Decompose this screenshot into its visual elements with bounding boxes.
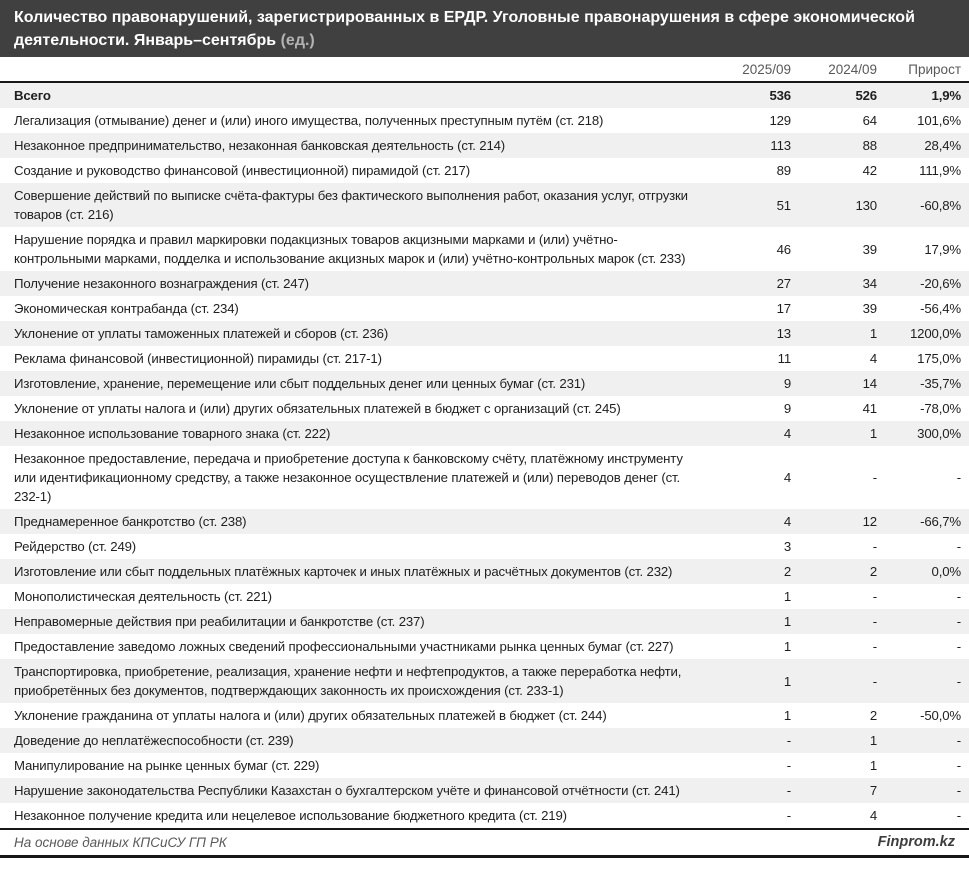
growth-value: -50,0% — [920, 708, 961, 723]
value-2024: 4 — [869, 351, 877, 366]
value-2025: - — [786, 758, 791, 773]
offense-name: Предоставление заведомо ложных сведений профессиональными участниками рынка ценных бумаг (ст. 227) — [14, 639, 674, 654]
table-row — [0, 421, 969, 446]
offense-name: Реклама финансовой (инвестиционной) пирамиды (ст. 217-1) — [14, 351, 382, 366]
growth-value: -35,7% — [920, 376, 961, 391]
table-row — [0, 559, 969, 584]
offense-name: Монополистическая деятельность (ст. 221) — [14, 589, 272, 604]
growth-value: 300,0% — [917, 426, 961, 441]
table-row — [0, 753, 969, 778]
offense-name: Изготовление или сбыт поддельных платёжных карточек и иных платёжных и расчётных документов (ст. 232) — [14, 564, 673, 579]
offense-name: Изготовление, хранение, перемещение или сбыт поддельных денег или ценных бумаг (ст. 231) — [14, 376, 586, 391]
growth-value: - — [956, 539, 961, 554]
value-2024: 1 — [869, 426, 877, 441]
value-2024: 1 — [869, 733, 877, 748]
growth-value: - — [956, 783, 961, 798]
value-2025: 1 — [783, 708, 791, 723]
table-row — [0, 803, 969, 828]
value-2024: 130 — [855, 197, 877, 213]
growth-value: -78,0% — [920, 401, 961, 416]
table-row — [0, 778, 969, 803]
value-2025: - — [786, 783, 791, 798]
value-2024: 4 — [869, 808, 877, 823]
growth-value: 111,9% — [919, 163, 961, 178]
table-row — [0, 634, 969, 659]
value-2024: - — [872, 639, 877, 654]
column-header-2025: 2025/09 — [742, 62, 791, 77]
offense-name: Совершение действий по выписке счёта-фактуры без фактического выполнения работ, оказания услуг, отгрузки товаров (ст. 216) — [14, 188, 688, 222]
table-row — [0, 446, 969, 509]
value-2025: 1 — [783, 614, 791, 629]
offense-column-header — [0, 57, 711, 82]
value-2025: 113 — [770, 138, 791, 153]
offense-name: Нарушение порядка и правил маркировки подакцизных товаров акцизными марками и (или) учётно-контрольными марками, подделка и использование акцизных марок и (или) учётно-контрольных марок (ст. 233) — [14, 232, 686, 266]
value-2025: 13 — [776, 326, 791, 341]
value-2024: 88 — [862, 138, 877, 153]
value-2024: - — [872, 539, 877, 554]
table-row — [0, 584, 969, 609]
table-row — [0, 346, 969, 371]
offense-name: Получение незаконного вознаграждения (ст. 247) — [14, 276, 309, 291]
growth-value: 101,6% — [917, 113, 961, 128]
value-2024: 12 — [862, 514, 877, 529]
growth-value: -60,8% — [920, 197, 961, 213]
table-row — [0, 509, 969, 534]
offense-name: Незаконное использование товарного знака (ст. 222) — [14, 426, 331, 441]
value-2025: 4 — [783, 470, 791, 485]
offense-name: Неправомерные действия при реабилитации и банкротстве (ст. 237) — [14, 614, 425, 629]
value-2024: 1 — [869, 758, 877, 773]
growth-value: 17,9% — [924, 241, 961, 257]
growth-value: - — [956, 589, 961, 604]
value-2024: - — [872, 673, 877, 689]
value-2025: 27 — [776, 276, 791, 291]
table-row — [0, 271, 969, 296]
value-2025: 2 — [783, 564, 791, 579]
table-row — [0, 703, 969, 728]
column-header-2024: 2024/09 — [828, 62, 877, 77]
table-row — [0, 82, 969, 108]
table-row — [0, 396, 969, 421]
growth-value: - — [956, 470, 961, 485]
value-2024: 39 — [862, 241, 877, 257]
value-2024: - — [872, 614, 877, 629]
value-2024: 39 — [862, 301, 877, 316]
data-source-note: На основе данных КПСиСУ ГП РК — [14, 834, 227, 850]
offense-name: Легализация (отмывание) денег и (или) иного имущества, полученных преступным путём (ст. 218) — [14, 113, 604, 128]
value-2024: 526 — [855, 88, 877, 103]
offense-name: Транспортировка, приобретение, реализация, хранение нефти и нефтепродуктов, а также переработка нефти, приобретённых без документов, подтверждающих законность их происхождения (ст. 233-1) — [14, 664, 682, 698]
offense-name: Всего — [14, 88, 51, 103]
growth-value: - — [956, 733, 961, 748]
column-header-growth: Прирост — [908, 62, 961, 77]
value-2025: 1 — [783, 673, 791, 689]
growth-value: - — [956, 614, 961, 629]
growth-value: - — [956, 808, 961, 823]
offense-table-body — [0, 82, 969, 828]
report-title-bar — [0, 0, 969, 57]
value-2025: 17 — [776, 301, 791, 316]
value-2024: 2 — [869, 564, 877, 579]
growth-value: 0,0% — [931, 564, 961, 579]
value-2025: 129 — [769, 113, 791, 128]
offense-name: Экономическая контрабанда (ст. 234) — [14, 301, 239, 316]
value-2025: 9 — [783, 401, 791, 416]
value-2025: 4 — [783, 426, 791, 441]
table-row — [0, 158, 969, 183]
report-title-units: (ед.) — [280, 32, 315, 49]
growth-value: -20,6% — [920, 276, 961, 291]
value-2025: - — [786, 808, 791, 823]
value-2024: 41 — [862, 401, 877, 416]
table-row — [0, 609, 969, 634]
value-2025: - — [786, 733, 791, 748]
value-2025: 1 — [783, 639, 791, 654]
value-2025: 46 — [776, 241, 791, 257]
growth-value: 175,0% — [917, 351, 961, 366]
growth-value: - — [956, 673, 961, 689]
offense-name: Уклонение гражданина от уплаты налога и (или) других обязательных платежей в бюджет (ст. 244) — [14, 708, 607, 723]
value-2024: 64 — [862, 113, 877, 128]
value-2025: 1 — [783, 589, 791, 604]
table-row — [0, 133, 969, 158]
table-row — [0, 321, 969, 346]
offense-name: Манипулирование на рынке ценных бумаг (ст. 229) — [14, 758, 320, 773]
table-row — [0, 183, 969, 227]
offense-name: Рейдерство (ст. 249) — [14, 539, 137, 554]
offense-name: Незаконное предпринимательство, незаконная банковская деятельность (ст. 214) — [14, 138, 506, 153]
footer-bar — [0, 828, 969, 858]
offense-name: Уклонение от уплаты налога и (или) других обязательных платежей в бюджет с организаций (ст. 245) — [14, 401, 621, 416]
offense-name: Нарушение законодательства Республики Казахстан о бухгалтерском учёте и финансовой отчётности (ст. 241) — [14, 783, 680, 798]
growth-value: 1,9% — [931, 88, 961, 103]
value-2025: 536 — [769, 88, 791, 103]
offense-name: Незаконное получение кредита или нецелевое использование бюджетного кредита (ст. 219) — [14, 808, 567, 823]
brand-logo: Finprom.kz — [877, 834, 955, 850]
value-2024: - — [872, 589, 877, 604]
offense-name: Преднамеренное банкротство (ст. 238) — [14, 514, 247, 529]
table-row — [0, 534, 969, 559]
offense-name: Незаконное предоставление, передача и приобретение доступа к банковскому счёту, платёжному инструменту или идентификационному средству, а также незаконное осуществление платежей и (или) переводов денег (ст. 232-1) — [14, 451, 683, 504]
offense-table — [0, 57, 969, 828]
table-row — [0, 227, 969, 271]
value-2024: - — [872, 470, 877, 485]
offense-name: Уклонение от уплаты таможенных платежей и сборов (ст. 236) — [14, 326, 389, 341]
growth-value: 1200,0% — [909, 326, 961, 341]
growth-value: - — [956, 758, 961, 773]
table-row — [0, 296, 969, 321]
value-2024: 7 — [869, 783, 877, 798]
value-2025: 3 — [783, 539, 791, 554]
value-2025: 51 — [776, 197, 791, 213]
column-header-row — [0, 57, 969, 82]
report-title: Количество правонарушений, зарегистрированных в ЕРДР. Уголовные правонарушения в сфере экономической деятельности. Январь–сентябрь — [14, 9, 915, 49]
value-2024: 2 — [869, 708, 877, 723]
table-row — [0, 659, 969, 703]
value-2024: 42 — [862, 163, 877, 178]
growth-value: -56,4% — [920, 301, 961, 316]
value-2025: 11 — [777, 351, 791, 366]
growth-value: - — [956, 639, 961, 654]
value-2025: 89 — [776, 163, 791, 178]
value-2024: 34 — [862, 276, 877, 291]
value-2025: 9 — [783, 376, 791, 391]
value-2024: 1 — [869, 326, 877, 341]
value-2024: 14 — [862, 376, 877, 391]
table-row — [0, 728, 969, 753]
value-2025: 4 — [783, 514, 791, 529]
offense-name: Доведение до неплатёжеспособности (ст. 239) — [14, 733, 294, 748]
offense-name: Создание и руководство финансовой (инвестиционной) пирамидой (ст. 217) — [14, 163, 470, 178]
table-row — [0, 371, 969, 396]
growth-value: 28,4% — [924, 138, 961, 153]
table-row — [0, 108, 969, 133]
growth-value: -66,7% — [920, 514, 961, 529]
